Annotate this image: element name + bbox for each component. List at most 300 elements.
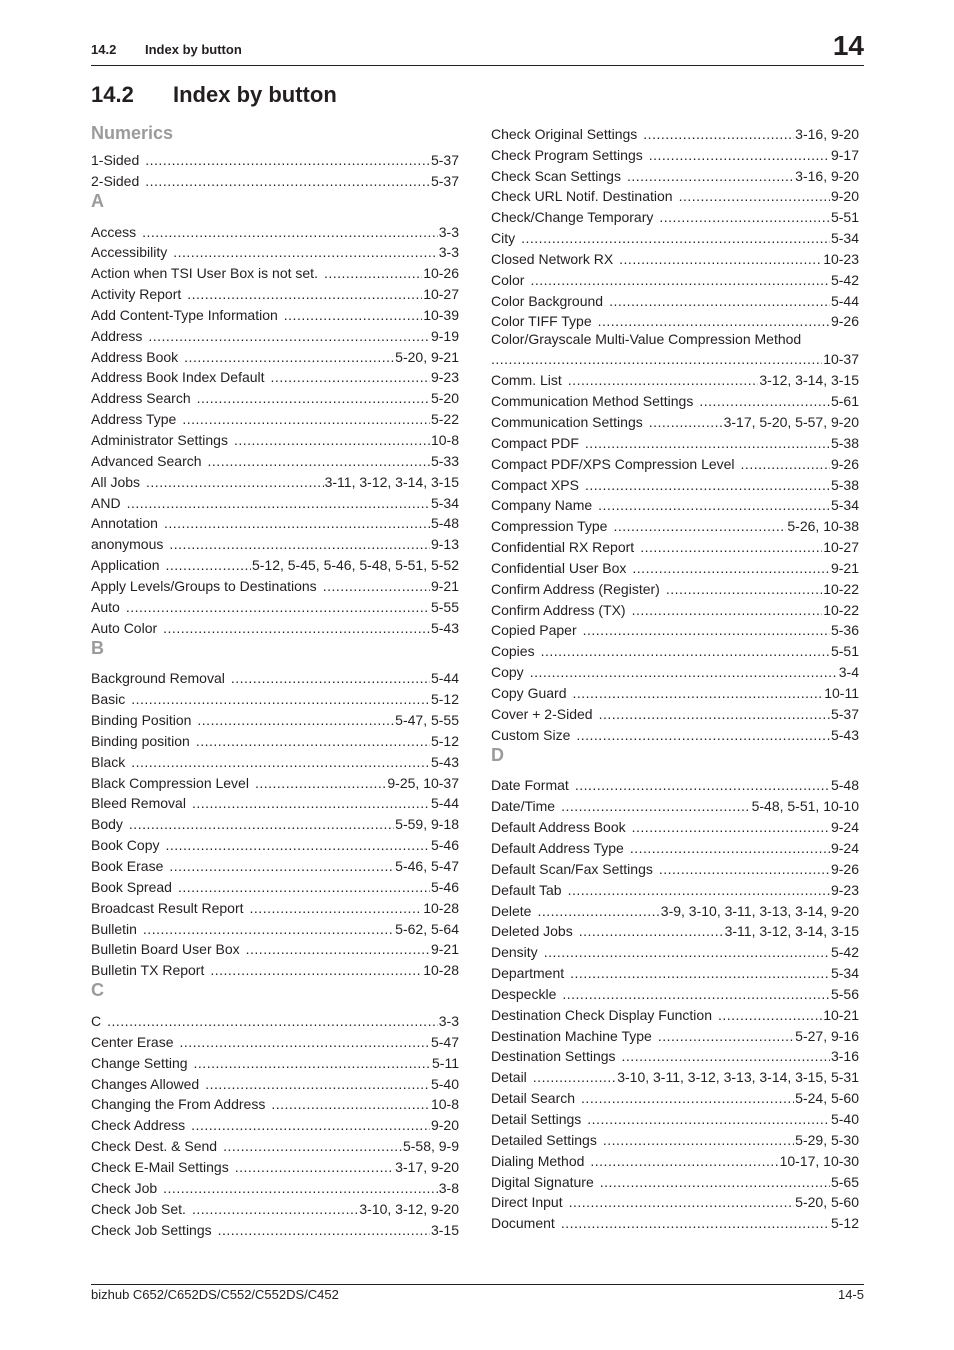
dot-leader: [562, 985, 830, 1003]
index-entry-pages: 5-37: [430, 151, 459, 168]
index-entry: [91, 687, 459, 708]
index-entry: [491, 268, 859, 289]
index-entry-pages: 5-62, 5-64: [395, 920, 459, 937]
index-entry-pages: 3-4: [838, 664, 859, 681]
index-entry-pages: 3-11, 3-12, 3-14, 3-15: [324, 473, 459, 490]
index-entry-pages: 10-21: [823, 1006, 859, 1023]
index-entry-pages: 3-16: [830, 1048, 859, 1065]
index-entry-pages: 5-46: [430, 837, 459, 854]
index-entry-pages: 10-28: [423, 962, 459, 979]
index-entry: [91, 470, 459, 491]
index-entry-pages: 9-23: [830, 881, 859, 898]
footer-rule: [91, 1284, 864, 1285]
index-entry-pages: 5-34: [830, 497, 859, 514]
index-entry-pages: 5-38: [830, 434, 859, 451]
index-section-heading: C: [91, 980, 104, 1001]
index-entry-pages: 10-26: [423, 265, 459, 282]
index-entry-pages: 9-21: [430, 941, 459, 958]
index-entry: [491, 920, 859, 941]
index-entry: [91, 407, 459, 428]
index-entry-label: Binding Position: [91, 712, 192, 729]
index-entry: [91, 491, 459, 512]
index-entry-label: Confirm Address (Register): [491, 580, 660, 597]
index-entry: [491, 431, 859, 452]
dot-leader: [579, 922, 724, 940]
index-entry-label: Department: [491, 965, 565, 982]
dot-leader: [570, 964, 830, 982]
footer-model: bizhub C652/C652DS/C552/C552DS/C452: [91, 1287, 339, 1302]
index-entry: [491, 857, 859, 878]
dot-leader: [640, 538, 822, 556]
index-entry-pages: 9-17: [830, 146, 859, 163]
dot-leader: [599, 705, 830, 723]
index-entry: [91, 512, 459, 533]
index-section-heading: B: [91, 637, 104, 658]
index-entry-label: C: [91, 1013, 102, 1030]
index-entry-label: Book Spread: [91, 878, 172, 895]
index-entry: [91, 854, 459, 875]
index-entry-pages: 9-13: [430, 536, 459, 553]
index-entry: [491, 836, 859, 857]
index-entry: [491, 1045, 859, 1066]
index-entry-pages: 10-22: [823, 601, 859, 618]
index-entry: [491, 185, 859, 206]
index-column-right: [491, 122, 859, 1232]
index-entry-label: Default Tab: [491, 881, 562, 898]
index-entry-pages: 5-33: [430, 452, 459, 469]
dot-leader: [530, 271, 830, 289]
dot-leader: [271, 368, 430, 386]
index-entry-pages: 5-12: [430, 732, 459, 749]
index-entry-pages: 3-3: [438, 244, 459, 261]
index-entry: [491, 1149, 859, 1170]
index-entry-label: Compact PDF/XPS Compression Level: [491, 455, 735, 472]
index-entry: [491, 982, 859, 1003]
index-entry: [91, 896, 459, 917]
dot-leader: [627, 167, 794, 185]
index-entry-pages: 5-40: [430, 1075, 459, 1092]
index-entry: [491, 723, 859, 744]
dot-leader: [184, 348, 394, 366]
index-entry: [91, 1009, 459, 1030]
dot-leader: [575, 776, 830, 794]
index-entry: [91, 1134, 459, 1155]
index-entry-label: Confirm Address (TX): [491, 601, 626, 618]
index-entry-label: Copied Paper: [491, 622, 577, 639]
index-entry-label: Address Search: [91, 390, 191, 407]
index-entry-label: Destination Check Display Function: [491, 1006, 712, 1023]
index-entry: [91, 428, 459, 449]
index-entry: [491, 1107, 859, 1128]
footer-page-number: 14-5: [837, 1287, 864, 1302]
index-entry: [491, 389, 859, 410]
index-entry-label: Address Book Index Default: [91, 369, 265, 386]
index-entry-label: Default Address Book: [491, 819, 626, 836]
index-entry: [491, 348, 859, 368]
index-entry-pages: 5-22: [430, 411, 459, 428]
index-entry: [91, 169, 459, 190]
index-entry: [91, 1093, 459, 1114]
index-entry-label: Custom Size: [491, 726, 571, 743]
dot-leader: [210, 961, 422, 979]
index-entry-pages: 10-37: [823, 351, 859, 368]
index-entry: [91, 220, 459, 241]
index-entry: [491, 598, 859, 619]
index-entry: [491, 514, 859, 535]
index-entry-pages: 5-56: [830, 985, 859, 1002]
index-entry-pages: 3-11, 3-12, 3-14, 3-15: [724, 923, 859, 940]
index-entry-pages: 9-26: [830, 313, 859, 330]
index-entry-label: Check Job Settings: [91, 1221, 212, 1238]
index-entry-label: Density: [491, 944, 538, 961]
dot-leader: [142, 223, 438, 241]
dot-leader: [622, 1047, 830, 1065]
dot-leader: [126, 598, 430, 616]
dot-leader: [643, 125, 794, 143]
dot-leader: [590, 1152, 778, 1170]
index-entry-label: Copy Guard: [491, 684, 567, 701]
dot-leader: [107, 1012, 438, 1030]
index-entry-pages: 5-61: [830, 393, 859, 410]
index-entry-label: Detail: [491, 1069, 527, 1086]
index-entry-pages: 9-19: [430, 327, 459, 344]
index-entry: [91, 386, 459, 407]
dot-leader: [561, 797, 751, 815]
dot-leader: [323, 577, 430, 595]
index-entry-pages: 5-44: [830, 292, 859, 309]
dot-leader: [131, 690, 430, 708]
index-entry-pages: 5-46: [430, 878, 459, 895]
index-entry-label: Auto Color: [91, 619, 158, 636]
dot-leader: [583, 621, 830, 639]
dot-leader: [169, 535, 430, 553]
index-entry: [491, 494, 859, 515]
index-entry: [91, 833, 459, 854]
dot-leader: [649, 146, 830, 164]
index-entry-label: Book Copy: [91, 837, 160, 854]
index-entry-pages: 5-48, 5-51, 10-10: [751, 798, 859, 815]
index-entry-label: All Jobs: [91, 473, 141, 490]
index-entry-pages: 10-23: [823, 250, 859, 267]
index-entry-label: Apply Levels/Groups to Destinations: [91, 577, 317, 594]
index-entry: [91, 729, 459, 750]
index-entry-pages: 5-40: [830, 1110, 859, 1127]
index-entry: [91, 667, 459, 688]
dot-leader: [127, 494, 430, 512]
index-entry-pages: 3-17, 9-20: [395, 1158, 459, 1175]
dot-leader: [585, 434, 830, 452]
index-entry: [491, 122, 859, 143]
index-entry-label: Communication Method Settings: [491, 393, 694, 410]
index-entry-label: Advanced Search: [91, 452, 202, 469]
dot-leader: [718, 1006, 822, 1024]
page-title-text: Index by button: [173, 82, 337, 107]
index-section-heading: A: [91, 190, 104, 211]
index-entry-label: Check Dest. & Send: [91, 1138, 218, 1155]
index-entry: [491, 815, 859, 836]
index-entry-pages: 5-59, 9-18: [395, 816, 459, 833]
dot-leader: [659, 860, 830, 878]
index-entry-label: Activity Report: [91, 286, 182, 303]
index-entry-label: Communication Settings: [491, 413, 643, 430]
dot-leader: [163, 1179, 438, 1197]
header-section-title: Index by button: [145, 42, 242, 57]
header-rule: [91, 65, 864, 66]
dot-leader: [145, 172, 430, 190]
index-entry: [491, 247, 859, 268]
index-entry: [491, 143, 859, 164]
index-entry: [491, 681, 859, 702]
index-entry-pages: 5-42: [830, 944, 859, 961]
index-entry: [91, 449, 459, 470]
index-entry: [91, 812, 459, 833]
dot-leader: [182, 410, 430, 428]
index-entry-label: Address Type: [91, 411, 177, 428]
dot-leader: [632, 818, 830, 836]
index-entry-label: Compact XPS: [491, 476, 579, 493]
index-entry-pages: 10-11: [824, 684, 859, 701]
dot-leader: [576, 726, 830, 744]
dot-leader: [659, 208, 830, 226]
index-entry-label: Closed Network RX: [491, 250, 614, 267]
index-entry-label: Digital Signature: [491, 1173, 594, 1190]
index-entry-label: Detailed Settings: [491, 1131, 597, 1148]
index-entry-pages: 3-3: [438, 223, 459, 240]
index-entry-label: Detail Search: [491, 1090, 576, 1107]
dot-leader: [679, 187, 830, 205]
index-entry-label: Book Erase: [91, 858, 164, 874]
index-entry: [491, 961, 859, 982]
index-entry-label: Destination Settings: [491, 1048, 616, 1065]
index-entry-pages: 5-20, 5-60: [795, 1194, 859, 1211]
dot-leader: [164, 514, 430, 532]
index-entry-label: Copies: [491, 643, 535, 660]
index-entry-pages: 5-44: [430, 670, 459, 687]
dot-leader: [178, 878, 430, 896]
index-entry: [91, 771, 459, 792]
index-entry-label: 1-Sided: [91, 151, 140, 168]
index-entry-pages: 5-37: [830, 705, 859, 722]
index-entry-pages: 5-42: [830, 271, 859, 288]
index-entry: [91, 595, 459, 616]
dot-leader: [205, 1075, 430, 1093]
index-entry: [491, 660, 859, 681]
index-entry: [491, 1024, 859, 1045]
dot-leader: [572, 684, 823, 702]
index-entry-pages: 9-21: [430, 577, 459, 594]
dot-leader: [609, 292, 830, 310]
index-entry-pages: 3-10, 3-11, 3-12, 3-13, 3-14, 3-15, 5-31: [617, 1069, 859, 1086]
index-entry-pages: 3-10, 3-12, 9-20: [359, 1200, 459, 1217]
dot-leader: [179, 1033, 429, 1051]
dot-leader: [603, 1131, 794, 1149]
index-entry-label: Delete: [491, 902, 532, 919]
dot-leader: [491, 350, 822, 368]
dot-leader: [166, 556, 251, 574]
index-entry-pages: 3-16, 9-20: [795, 167, 859, 184]
index-entry-label: Check Scan Settings: [491, 167, 621, 184]
index-entry-pages: 9-25, 10-37: [387, 774, 459, 791]
index-entry-label: Default Scan/Fax Settings: [491, 860, 653, 877]
index-entry: [491, 1211, 859, 1232]
dot-leader: [587, 1110, 830, 1128]
index-entry: [91, 1113, 459, 1134]
dot-leader: [169, 857, 394, 875]
index-entry: [91, 345, 459, 366]
index-entry-label: Bulletin Board User Box: [91, 941, 240, 958]
index-entry-pages: 3-12, 3-14, 3-15: [759, 372, 859, 389]
dot-leader: [658, 1027, 794, 1045]
index-entry-pages: 5-43: [430, 619, 459, 636]
index-entry: [91, 1030, 459, 1051]
dot-leader: [632, 559, 830, 577]
index-entry: [91, 750, 459, 771]
dot-leader: [129, 815, 394, 833]
index-entry-pages: 5-47: [430, 1033, 459, 1050]
dot-leader: [649, 413, 723, 431]
index-entry-label: Access: [91, 223, 137, 240]
index-entry: [91, 241, 459, 262]
index-entry-pages: 5-27, 9-16: [795, 1027, 859, 1044]
index-entry-pages: 3-16, 9-20: [795, 125, 859, 142]
index-entry-label: Check Job Set.: [91, 1200, 186, 1217]
index-entry-pages: 5-51: [830, 643, 859, 660]
index-entry-pages: 5-37: [430, 172, 459, 189]
index-entry: [491, 535, 859, 556]
dot-leader: [537, 902, 659, 920]
dot-leader: [235, 1158, 394, 1176]
dot-leader: [173, 243, 438, 261]
index-entry-label: Black: [91, 753, 126, 770]
index-entry-label: Action when TSI User Box is not set.: [91, 265, 318, 282]
index-entry-pages: 5-51: [830, 209, 859, 226]
index-entry-label: Copy: [491, 664, 524, 681]
dot-leader: [148, 327, 430, 345]
index-entry-label: Check Address: [91, 1117, 186, 1134]
index-entry-label: Comm. List: [491, 372, 562, 389]
index-entry: [491, 619, 859, 640]
index-entry-pages: 9-23: [430, 369, 459, 386]
dot-leader: [561, 1214, 830, 1232]
index-entry: [91, 792, 459, 813]
index-entry: [91, 616, 459, 637]
index-entry: [91, 532, 459, 553]
index-entry-label: Check Original Settings: [491, 125, 638, 142]
index-entry-label: Administrator Settings: [91, 431, 228, 448]
index-entry-pages: 5-12, 5-45, 5-46, 5-48, 5-51, 5-52: [251, 557, 459, 574]
index-entry: [491, 205, 859, 226]
index-entry: [491, 410, 859, 431]
index-entry-label: Center Erase: [91, 1033, 174, 1050]
dot-leader: [632, 601, 823, 619]
index-entry: [91, 1072, 459, 1093]
index-entry-pages: 5-34: [830, 965, 859, 982]
index-entry-pages: 5-55: [430, 598, 459, 615]
index-entry-pages: 5-12: [830, 1215, 859, 1232]
index-entry-label: Add Content-Type Information: [91, 306, 278, 323]
dot-leader: [223, 1137, 402, 1155]
index-entry-pages: 5-58, 9-9: [402, 1138, 459, 1155]
index-entry-pages: 3-15: [430, 1221, 459, 1238]
index-section-heading: Numerics: [91, 123, 174, 143]
index-entry-label: Confidential User Box: [491, 559, 627, 576]
index-entry-label: Color Background: [491, 292, 604, 309]
index-entry-label: Default Address Type: [491, 840, 624, 856]
dot-leader: [192, 1200, 358, 1218]
index-entry-label: City: [491, 230, 516, 247]
index-entry: [491, 794, 859, 815]
dot-leader: [218, 1221, 430, 1239]
index-entry-label: Broadcast Result Report: [91, 899, 244, 916]
index-entry: [91, 708, 459, 729]
index-entry-label: 2-Sided: [91, 172, 140, 189]
index-entry-pages: 10-17, 10-30: [779, 1152, 859, 1169]
index-entry: [91, 324, 459, 345]
dot-leader: [197, 711, 394, 729]
dot-leader: [585, 476, 830, 494]
index-entry: [491, 899, 859, 920]
index-entry: [491, 702, 859, 723]
index-entry-pages: 9-20: [430, 1117, 459, 1134]
index-entry-label: Annotation: [91, 515, 158, 532]
index-entry-pages: 3-8: [438, 1179, 459, 1196]
index-entry-pages: 9-21: [830, 559, 859, 576]
index-entry-label: Bleed Removal: [91, 795, 186, 812]
dot-leader: [666, 580, 822, 598]
index-entry-pages: 5-11: [432, 1054, 459, 1071]
index-entry-pages: 5-29, 5-30: [795, 1131, 859, 1148]
dot-leader: [246, 940, 430, 958]
index-entry: [91, 875, 459, 896]
index-entry: [491, 452, 859, 473]
index-entry-label: Changing the From Address: [91, 1096, 266, 1113]
index-entry-pages: 5-34: [830, 230, 859, 247]
index-entry: [491, 940, 859, 961]
index-entry-pages: 10-27: [823, 539, 859, 556]
index-entry-pages: 5-26, 10-38: [787, 518, 859, 535]
dot-leader: [231, 669, 430, 687]
index-entry: [491, 368, 859, 389]
index-entry: [91, 261, 459, 282]
index-entry-pages: 5-43: [430, 753, 459, 770]
index-entry-pages: 5-34: [430, 494, 459, 511]
index-entry-pages: 5-24, 5-60: [795, 1090, 859, 1107]
index-entry: [491, 878, 859, 899]
dot-leader: [255, 774, 386, 792]
dot-leader: [581, 1089, 794, 1107]
index-entry-pages: 10-8: [430, 1096, 459, 1113]
index-entry: [91, 1051, 459, 1072]
index-entry-label: Company Name: [491, 497, 593, 514]
index-entry: [91, 917, 459, 938]
index-entry-label: Document: [491, 1215, 555, 1232]
index-entry: [91, 574, 459, 595]
index-entry-label: Color/Grayscale Multi-Value Compression Method: [491, 331, 802, 348]
index-entry: [91, 1218, 459, 1239]
index-entry-label: Color: [491, 271, 525, 288]
index-entry: [491, 473, 859, 494]
index-entry-label: Basic: [91, 691, 126, 708]
dot-leader: [619, 250, 822, 268]
dot-leader: [699, 392, 830, 410]
index-entry-label: Background Removal: [91, 670, 225, 687]
index-entry-label: Destination Machine Type: [491, 1027, 652, 1044]
index-entry: [91, 148, 459, 169]
dot-leader: [530, 663, 838, 681]
index-entry-label: Changes Allowed: [91, 1075, 200, 1092]
dot-leader: [208, 452, 430, 470]
dot-leader: [630, 839, 830, 857]
